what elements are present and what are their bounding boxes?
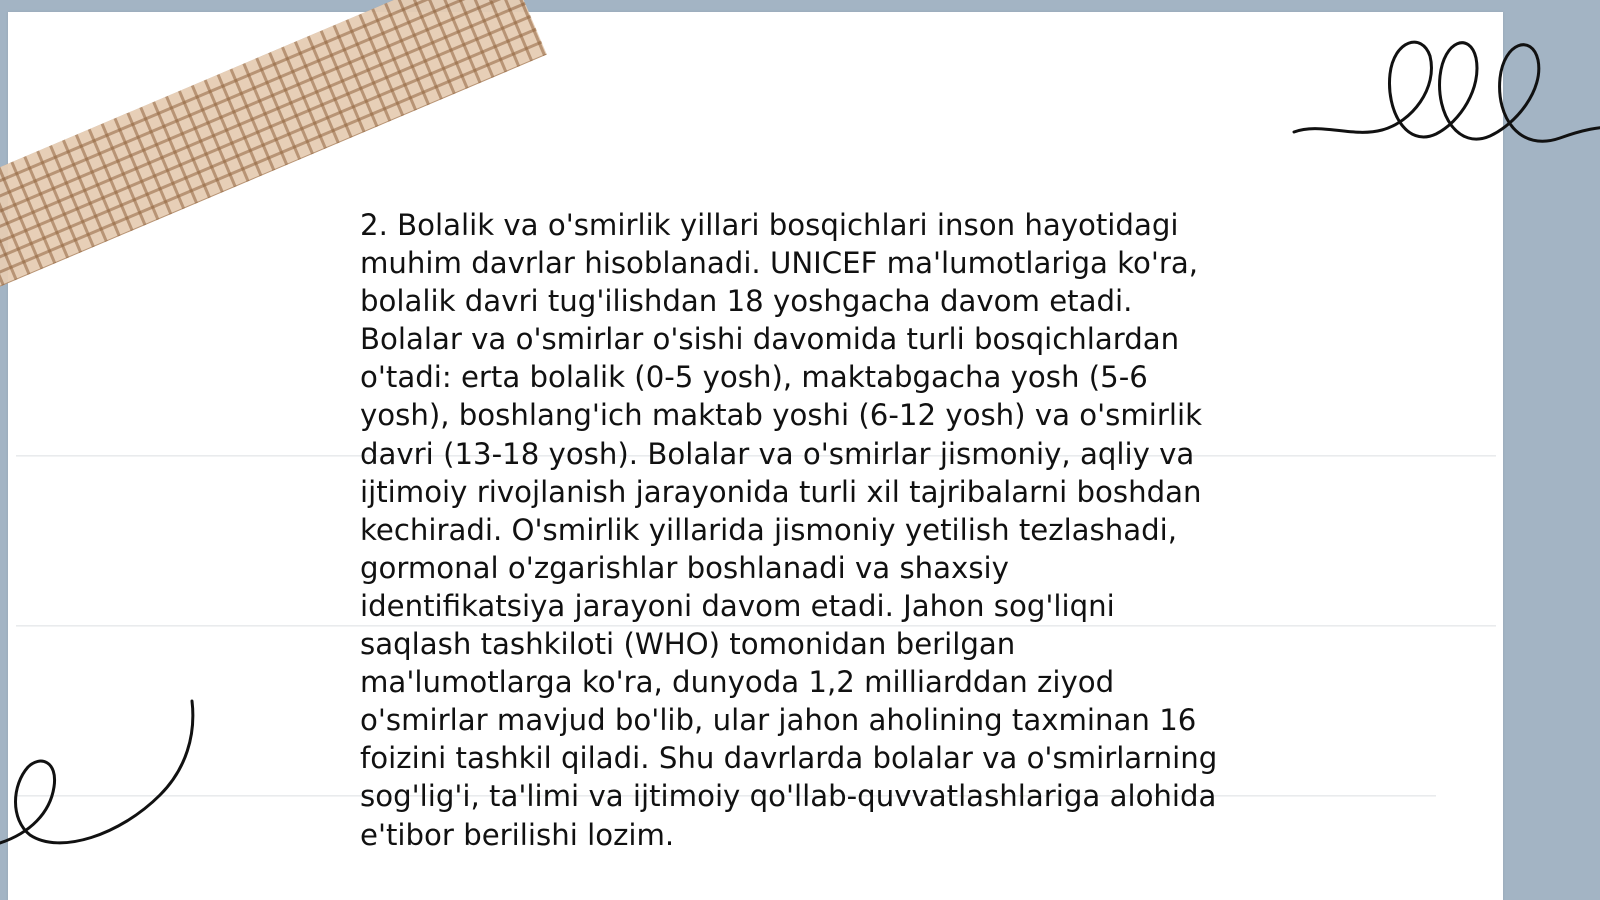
body-paragraph: 2. Bolalik va o'smirlik yillari bosqichlari inson hayotidagi muhim davrlar hisoblanadi. UNICEF ma'lumotlariga ko'ra, bolalik davri tug'ilishdan 18 yoshgacha davom etadi. Bolalar va o'smirlar o'sishi davomida turli bosqichlardan o'tadi: erta bolalik (0-5 yosh), maktabgacha yosh (5-6 yosh), boshlang'ich maktab yoshi (6-12 yosh) va o'smirlik davri (13-18 yosh). Bolalar va o'smirlar jismoniy, aqliy va ijtimoiy rivojlanish jarayonida turli xil tajribalarni boshdan kechiradi. O'smirlik yillarida jismoniy yetilish tezlashadi, gormonal o'zgarishlar boshlanadi va shaxsiy identifikatsiya jarayoni davom etadi. Jahon sog'liqni saqlash tashkiloti (WHO) tomonidan berilgan ma'lumotlarga ko'ra, dunyoda 1,2 milliarddan ziyod o'smirlar mavjud bo'lib, ular jahon aholining taxminan 16 foizini tashkil qiladi. Shu davrlarda bolalar va o'smirlarning sog'lig'i, ta'limi va ijtimoiy qo'llab-quvvatlashlariga alohida e'tibor berilishi lozim. — [360, 208, 1218, 852]
swirl-doodle-icon — [0, 695, 210, 855]
loop-doodle-icon — [1290, 30, 1600, 170]
